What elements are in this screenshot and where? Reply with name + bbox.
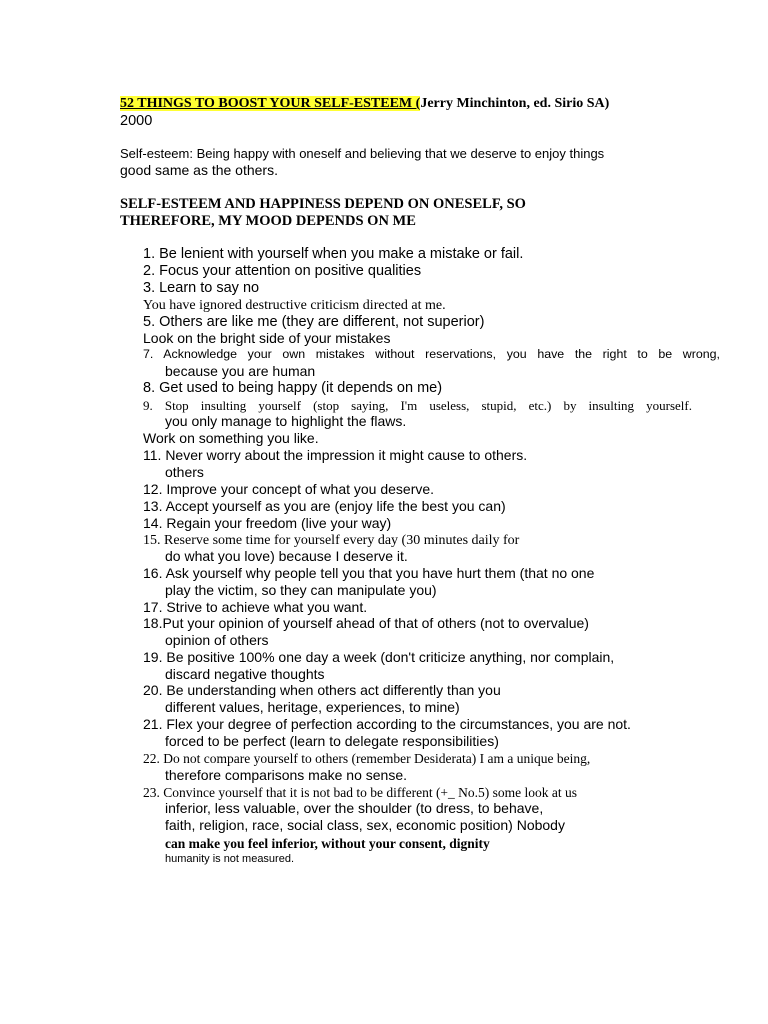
list-item-9: 9. Stop insulting yourself (stop saying, I'm useless, stupid, etc.) by insulting yourself. (143, 398, 692, 413)
list-item-9-continued: you only manage to highlight the flaws. (165, 413, 407, 429)
list-item-17: 17. Strive to achieve what you want. (143, 599, 368, 615)
list-item-4: You have ignored destructive criticism directed at me. (143, 298, 446, 313)
list-item-18-continued: opinion of others (165, 632, 269, 648)
list-item-22: 22. Do not compare yourself to others (remember Desiderata) I am a unique being, (143, 751, 591, 766)
list-item-23-continued-2: faith, religion, race, social class, sex, economic position) Nobody (165, 817, 565, 833)
title-highlighted: 52 THINGS TO BOOST YOUR SELF-ESTEEM ( (120, 96, 421, 111)
list-item-3: 3. Learn to say no (143, 280, 260, 296)
title-author: Jerry Minchinton, ed. Sirio SA) (420, 96, 610, 111)
list-item-2: 2. Focus your attention on positive qualities (143, 263, 422, 279)
list-item-19: 19. Be positive 100% one day a week (don't criticize anything, nor complain, (143, 649, 615, 665)
list-item-12: 12. Improve your concept of what you deserve. (143, 481, 435, 497)
list-item-15: 15. Reserve some time for yourself every day (30 minutes daily for (143, 533, 520, 548)
list-item-20: 20. Be understanding when others act differently than you (143, 682, 501, 698)
list-item-23: 23. Convince yourself that it is not bad to be different (+_ No.5) some look at us (143, 785, 578, 800)
list-item-7: 7. Acknowledge your own mistakes without reservations, you have the right to be wrong, (143, 347, 720, 361)
list-item-21: 21. Flex your degree of perfection according to the circumstances, you are not. (143, 716, 631, 732)
list-item-5: 5. Others are like me (they are different, not superior) (143, 314, 485, 330)
list-item-10: Work on something you like. (143, 430, 319, 446)
list-item-16: 16. Ask yourself why people tell you that you have hurt them (that no one (143, 565, 595, 581)
list-item-15-continued: do what you love) because I deserve it. (165, 548, 408, 564)
list-item-11-continued: others (165, 464, 204, 480)
list-item-21-continued: forced to be perfect (learn to delegate responsibilities) (165, 733, 499, 749)
list-item-11: 11. Never worry about the impression it might cause to others. (143, 447, 528, 463)
section-heading-line-1: SELF-ESTEEM AND HAPPINESS DEPEND ON ONESELF, SO (120, 196, 526, 212)
list-item-23-continued-3: can make you feel inferior, without your consent, dignity (165, 836, 490, 851)
list-item-23-continued-4: humanity is not measured. (165, 853, 295, 865)
document-title (120, 96, 609, 112)
list-item-14: 14. Regain your freedom (live your way) (143, 515, 392, 531)
list-item-16-continued: play the victim, so they can manipulate you) (165, 582, 437, 598)
list-item-8: 8. Get used to being happy (it depends on me) (143, 380, 443, 396)
section-heading-line-2: THEREFORE, MY MOOD DEPENDS ON ME (120, 213, 416, 229)
list-item-7-continued: because you are human (165, 363, 316, 379)
list-item-22-continued: therefore comparisons make no sense. (165, 767, 408, 783)
list-item-19-continued: discard negative thoughts (165, 666, 325, 682)
list-item-13: 13. Accept yourself as you are (enjoy life the best you can) (143, 498, 506, 514)
definition-line-2: good same as the others. (120, 162, 278, 178)
definition-line-1: Self-esteem: Being happy with oneself and believing that we deserve to enjoy things (120, 146, 605, 161)
list-item-1: 1. Be lenient with yourself when you make a mistake or fail. (143, 246, 524, 262)
list-item-18: 18.Put your opinion of yourself ahead of that of others (not to overvalue) (143, 615, 589, 631)
list-item-20-continued: different values, heritage, experiences, to mine) (165, 699, 460, 715)
list-item-23-continued-1: inferior, less valuable, over the shoulder (to dress, to behave, (165, 800, 544, 816)
title-year: 2000 (120, 113, 153, 129)
list-item-6: Look on the bright side of your mistakes (143, 330, 391, 346)
